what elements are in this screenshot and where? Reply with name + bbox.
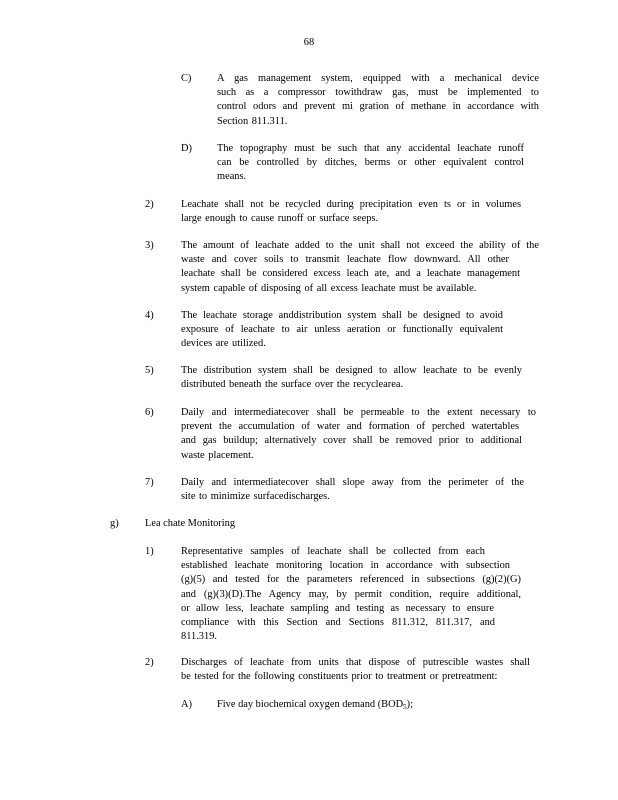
item-label-d: D) <box>181 143 192 154</box>
paragraph-line: or allow less, leachate sampling and testing as necessary to ensure <box>181 602 494 614</box>
paragraph-g2 <box>181 656 530 684</box>
paragraph-2 <box>181 198 521 226</box>
paragraph-line: Leachate shall not be recycled during precipitation even ts or in volumes <box>181 199 521 210</box>
paragraph-line: established leachate monitoring location in accordance with subsection <box>181 560 510 572</box>
item-label-2: 2) <box>145 199 154 210</box>
item-label-5: 5) <box>145 365 154 376</box>
paragraph-g1 <box>181 545 521 644</box>
paragraph-line: Daily and intermediatecover shall be permeable to the extent necessary to <box>181 407 536 418</box>
paragraph-line: system capable of disposing of all excess leachate must be available. <box>181 282 477 294</box>
paragraph-line: Discharges of leachate from units that dispose of putrescible wastes shall <box>181 657 530 668</box>
paragraph-line: waste placement. <box>181 449 254 461</box>
paragraph-line: can be controlled by ditches, berms or other equivalent control <box>217 157 524 169</box>
item-label-g1: 1) <box>145 546 154 557</box>
paragraph-line: large enough to cause runoff or surface seeps. <box>181 213 379 225</box>
paragraph-line: leachate shall be considered excess leach ate, and a leachate management <box>181 268 520 280</box>
item-label-7: 7) <box>145 477 154 488</box>
paragraph-line: control odors and prevent mi gration of methane in accordance with <box>217 101 539 113</box>
bod-text: Five day biochemical oxygen demand (BOD <box>217 699 404 710</box>
item-label-c: C) <box>181 73 192 84</box>
paragraph-7 <box>181 476 524 504</box>
paragraph-line: devices are utilized. <box>181 338 266 350</box>
paragraph-4 <box>181 309 503 352</box>
paragraph-line: exposure of leachate to air unless aeration or functionally equivalent <box>181 324 503 336</box>
paragraph-line: Section 811.311. <box>217 115 288 127</box>
paragraph-line: be tested for the following constituents prior to treatment or pretreatment: <box>181 671 498 683</box>
section-label-g: g) <box>110 518 119 529</box>
paragraph-line: prevent the accumulation of water and formation of perched watertables <box>181 421 519 433</box>
paragraph-line: compliance with this Section and Sections 811.312, 811.317, and <box>181 617 495 629</box>
paragraph-g2a <box>217 698 413 712</box>
paragraph-5 <box>181 364 522 392</box>
paragraph-3 <box>181 239 539 296</box>
bod-subscript: 5 <box>403 703 407 711</box>
paragraph-line: 811.319. <box>181 631 217 643</box>
section-heading-leachate-monitoring: Lea chate Monitoring <box>145 518 236 529</box>
item-label-4: 4) <box>145 310 154 321</box>
paragraph-line: distributed beneath the surface over the recyclearea. <box>181 379 404 391</box>
paragraph-line: Daily and intermediatecover shall slope away from the perimeter of the <box>181 477 524 488</box>
paragraph-d <box>217 142 524 185</box>
paragraph-line: and gas buildup; alternatively cover shall be removed prior to additional <box>181 435 522 447</box>
bod-suffix: ); <box>406 699 413 710</box>
item-label-6: 6) <box>145 407 154 418</box>
paragraph-line: The distribution system shall be designed to allow leachate to be evenly <box>181 365 522 376</box>
paragraph-line: and (g)(3)(D).The Agency may, by permit condition, require additional, <box>181 588 521 600</box>
item-label-3: 3) <box>145 240 154 251</box>
paragraph-6 <box>181 406 536 463</box>
paragraph-line: (g)(5) and tested for the parameters referenced in subsections (g)(2)(G) <box>181 574 521 586</box>
paragraph-line: means. <box>217 171 247 183</box>
paragraph-line: The topography must be such that any accidental leachate runoff <box>217 143 524 154</box>
paragraph-line: A gas management system, equipped with a mechanical device <box>217 73 539 84</box>
paragraph-line: such as a compressor towithdraw gas, must be implemented to <box>217 87 539 99</box>
paragraph-line: site to minimize surfacedischarges. <box>181 491 330 503</box>
page-number: 68 <box>303 37 315 48</box>
paragraph-c <box>217 72 539 129</box>
paragraph-line: The amount of leachate added to the unit shall not exceed the ability of the <box>181 240 539 251</box>
paragraph-line: waste and cover soils to transmit leachate flow downward. All other <box>181 254 509 266</box>
paragraph-line: The leachate storage anddistribution system shall be designed to avoid <box>181 310 503 321</box>
paragraph-line: Representative samples of leachate shall be collected from each <box>181 546 485 557</box>
item-label-g2a: A) <box>181 699 192 710</box>
item-label-g2: 2) <box>145 657 154 668</box>
